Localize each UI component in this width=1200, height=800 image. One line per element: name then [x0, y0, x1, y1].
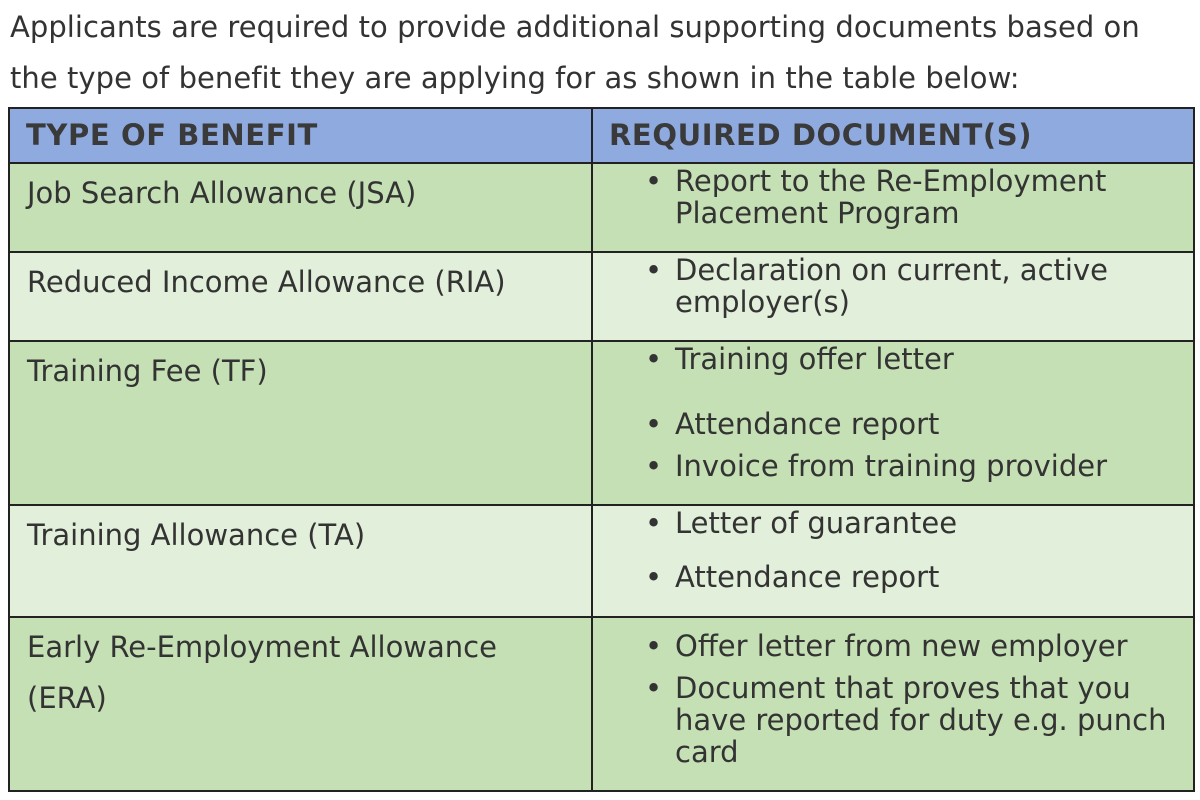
- document-list: [675, 507, 1183, 593]
- benefit-name: Training Allowance (TA): [27, 518, 366, 552]
- intro-line-1: Applicants are required to provide additional supporting documents based on: [10, 10, 1140, 44]
- benefit-cell: [9, 341, 592, 505]
- benefit-name: Job Search Allowance (JSA): [27, 176, 417, 210]
- benefit-name: Training Fee (TF): [27, 354, 268, 388]
- table-row: [9, 617, 1194, 791]
- document-item: • Declaration on current, active employer(s): [675, 254, 1183, 318]
- document-item: • Attendance report: [675, 561, 1183, 593]
- benefit-cell: [9, 163, 592, 252]
- intro-paragraph: [10, 2, 1198, 104]
- document-list: [675, 165, 1183, 229]
- document-item: • Report to the Re-Employment Placement Program: [675, 165, 1183, 229]
- document-item: • Letter of guarantee: [675, 507, 1183, 539]
- header-type-of-benefit: TYPE OF BENEFIT: [9, 108, 592, 163]
- header-required-documents: REQUIRED DOCUMENT(S): [592, 108, 1194, 163]
- document-item: • Offer letter from new employer: [675, 630, 1183, 662]
- document-list: [675, 254, 1183, 318]
- benefit-cell: [9, 617, 592, 791]
- table-header-row: [9, 108, 1194, 163]
- document-item: • Attendance report: [675, 408, 1183, 440]
- table-row: [9, 252, 1194, 341]
- document-list: [675, 630, 1183, 768]
- document-item: • Invoice from training provider: [675, 450, 1183, 482]
- documents-cell: [592, 252, 1194, 341]
- document-item: • Training offer letter: [675, 343, 1183, 375]
- documents-cell: [592, 505, 1194, 617]
- documents-cell: [592, 341, 1194, 505]
- document-item: • Document that proves that you have reported for duty e.g. punch card: [675, 672, 1183, 768]
- table-row: [9, 505, 1194, 617]
- documents-cell: [592, 163, 1194, 252]
- table-row: [9, 163, 1194, 252]
- intro-line-2: the type of benefit they are applying for as shown in the table below:: [10, 61, 1020, 95]
- benefit-cell: [9, 252, 592, 341]
- documents-cell: [592, 617, 1194, 791]
- table-row: [9, 341, 1194, 505]
- document-list: [675, 343, 1183, 482]
- benefit-cell: [9, 505, 592, 617]
- benefit-name: Reduced Income Allowance (RIA): [27, 265, 506, 299]
- benefit-name: Early Re-Employment Allowance (ERA): [27, 630, 497, 715]
- benefits-table: [8, 107, 1195, 792]
